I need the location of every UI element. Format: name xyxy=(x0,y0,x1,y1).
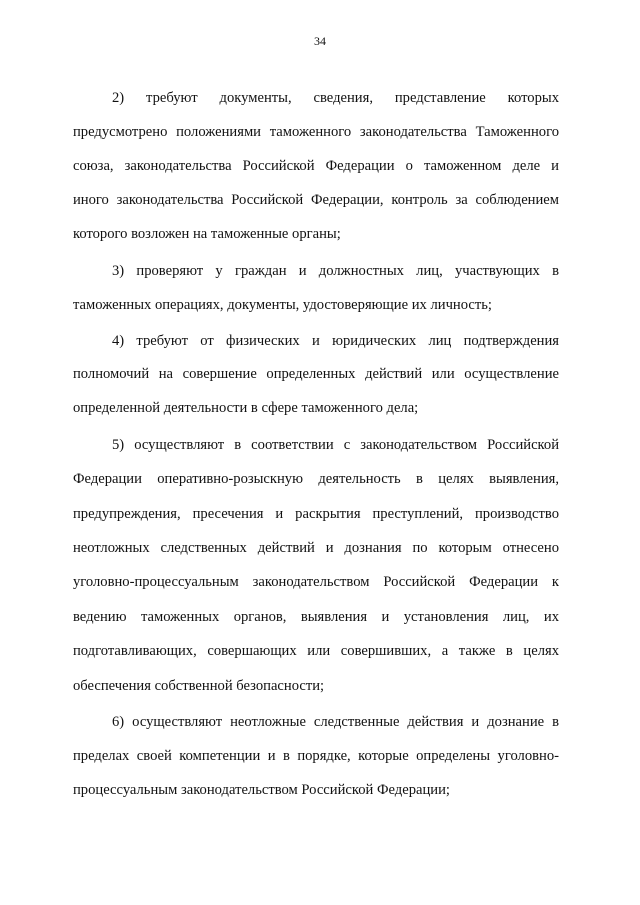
text-line: 5) осуществляют в соответствии с законодательством Российской xyxy=(112,437,559,453)
text-line: ведению таможенных органов, выявления и установления лиц, их xyxy=(73,609,559,625)
text-line: процессуальным законодательством Российской Федерации; xyxy=(73,782,450,798)
text-line: определенной деятельности в сфере таможенного дела; xyxy=(73,400,419,416)
text-line: иного законодательства Российской Федерации, контроль за соблюдением xyxy=(73,192,559,208)
text-line: 3) проверяют у граждан и должностных лиц, участвующих в xyxy=(112,263,559,279)
page-number: 34 xyxy=(314,34,326,48)
text-line: уголовно-процессуальным законодательством Российской Федерации к xyxy=(73,574,559,590)
text-line: полномочий на совершение определенных действий или осуществление xyxy=(73,366,559,382)
text-line: которого возложен на таможенные органы; xyxy=(73,226,341,242)
text-line: обеспечения собственной безопасности; xyxy=(73,678,325,694)
text-line: союза, законодательства Российской Федерации о таможенном деле и xyxy=(73,158,559,174)
text-line: 2) требуют документы, сведения, представление которых xyxy=(112,90,559,106)
text-line: 6) осуществляют неотложные следственные действия и дознание в xyxy=(112,714,559,730)
text-line: неотложных следственных действий и дознания по которым отнесено xyxy=(73,540,559,556)
text-line: предусмотрено положениями таможенного законодательства Таможенного xyxy=(73,124,559,140)
text-line: пределах своей компетенции и в порядке, которые определены уголовно- xyxy=(73,748,559,764)
text-line: предупреждения, пресечения и раскрытия преступлений, производство xyxy=(73,506,559,522)
text-line: Федерации оперативно-розыскную деятельность в целях выявления, xyxy=(73,471,559,487)
text-line: подготавливающих, совершающих или совершивших, а также в целях xyxy=(73,643,559,659)
text-line: таможенных операциях, документы, удостоверяющие их личность; xyxy=(73,297,492,313)
text-line: 4) требуют от физических и юридических лиц подтверждения xyxy=(112,333,559,349)
